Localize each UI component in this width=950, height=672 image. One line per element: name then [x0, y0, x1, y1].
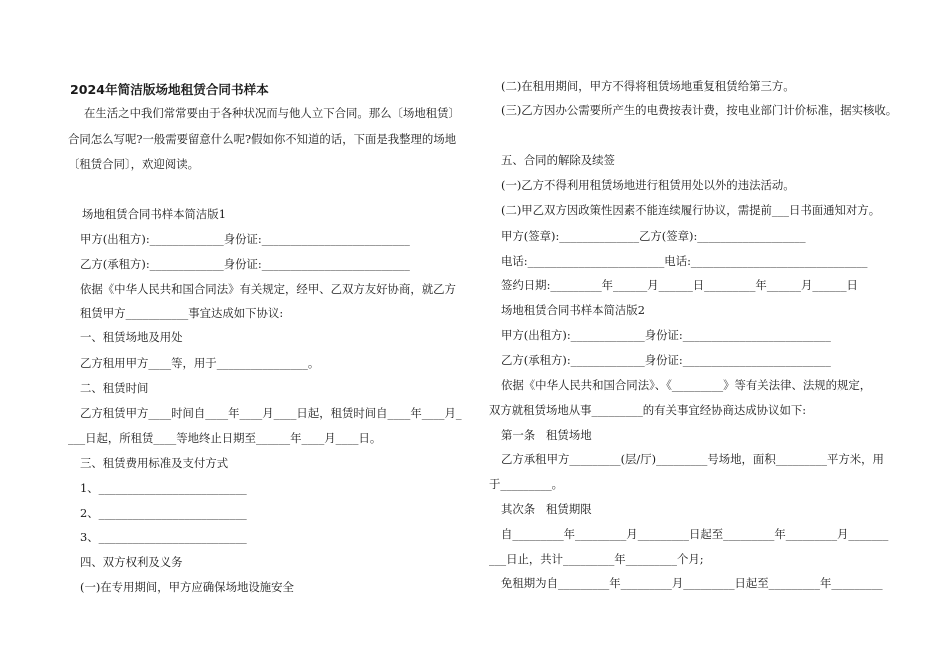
basis-line-v2-1: 依据《中华人民共和国合同法》、《_________》等有关法律、法规的规定， — [501, 378, 872, 392]
article-2-heading: 其次条 租赁期限 — [501, 502, 592, 516]
clause-5-heading: 五、合同的解除及续签 — [501, 153, 615, 167]
fee-item-3: 3、__________________________ — [80, 530, 247, 544]
fee-item-2: 2、__________________________ — [80, 506, 247, 520]
basis-line-2: 租赁甲方___________事宜达成如下协议: — [80, 306, 284, 320]
clause-1-heading: 一、租赁场地及用处 — [80, 330, 183, 344]
clause-2-text-2: ___日起，所租赁____等地终止日期至______年____月____日。 — [68, 431, 382, 445]
basis-line-v2-2: 双方就租赁场地从事_________的有关事宜经协商达成协议如下: — [489, 403, 807, 417]
article-1-heading: 第一条 租赁场地 — [501, 428, 592, 442]
clause-1-text: 乙方租用甲方____等，用于________________。 — [80, 356, 320, 370]
clause-3-heading: 三、租赁费用标准及支付方式 — [80, 456, 229, 470]
document-title: 2024年简洁版场地租赁合同书样本 — [70, 82, 269, 97]
lessee-line-2: 乙方(承租方):_____________身份证:__________________________ — [501, 353, 831, 367]
clause-2-text-1: 乙方租赁甲方____时间自____年____月____日起，租赁时间自____年____月_ — [80, 406, 462, 420]
article-2-text-1: 自_________年_________月_________日起至_________年_________月_______ — [501, 527, 889, 541]
phone-line: 电话:________________________电话:_______________________________ — [501, 254, 868, 268]
clause-5-item-2: (二)甲乙双方因政策性因素不能连续履行协议，需提前___日书面通知对方。 — [501, 203, 881, 217]
basis-line-1: 依据《中华人民共和国合同法》有关规定，经甲、乙双方友好协商，就乙方 — [80, 282, 456, 296]
article-1-text-1: 乙方承租甲方_________(层/厅)_________号场地，面积_________平方米，用 — [501, 452, 884, 466]
clause-4-item-3: (三)乙方因办公需要所产生的电费按表计费，按电业部门计价标准，据实核收。 — [501, 103, 898, 117]
lessor-line-2: 甲方(出租方):_____________身份证:__________________________ — [501, 328, 831, 342]
clause-4-item-2: (二)在租用期间，甲方不得将租赁场地重复租赁给第三方。 — [501, 79, 795, 93]
article-2-text-2: ___日止，共计_________年_________个月; — [489, 552, 704, 566]
article-1-text-2: 于_________。 — [489, 477, 564, 491]
signing-date-line: 签约日期:_________年______月______日_________年______月______日 — [501, 278, 858, 292]
lessor-line: 甲方(出租方):_____________身份证:__________________________ — [80, 232, 410, 246]
clause-4-item-1: (一)在专用期间，甲方应确保场地设施安全 — [80, 580, 294, 594]
rent-free-period-line: 免租期为自_________年_________月_________日起至_________年_________ — [501, 576, 883, 590]
clause-4-heading: 四、双方权利及义务 — [80, 555, 183, 569]
intro-line-1: 在生活之中我们常常要由于各种状况而与他人立下合同。那么〔场地租赁〕 — [84, 106, 460, 120]
fee-item-1: 1、__________________________ — [80, 481, 247, 495]
section-heading-version-2: 场地租赁合同书样本简洁版2 — [501, 303, 645, 317]
clause-5-item-1: (一)乙方不得利用租赁场地进行租赁用处以外的违法活动。 — [501, 178, 795, 192]
section-heading-version-1: 场地租赁合同书样本简洁版1 — [82, 207, 226, 221]
intro-line-2: 合同怎么写呢?一般需要留意什么呢?假如你不知道的话，下面是我整理的场地 — [68, 132, 457, 146]
lessee-line: 乙方(承租方):_____________身份证:__________________________ — [80, 257, 410, 271]
clause-2-heading: 二、租赁时间 — [80, 381, 149, 395]
signature-line: 甲方(签章):______________乙方(签章):___________________ — [501, 229, 806, 243]
intro-line-3: 〔租赁合同〕，欢迎阅读。 — [68, 157, 199, 171]
